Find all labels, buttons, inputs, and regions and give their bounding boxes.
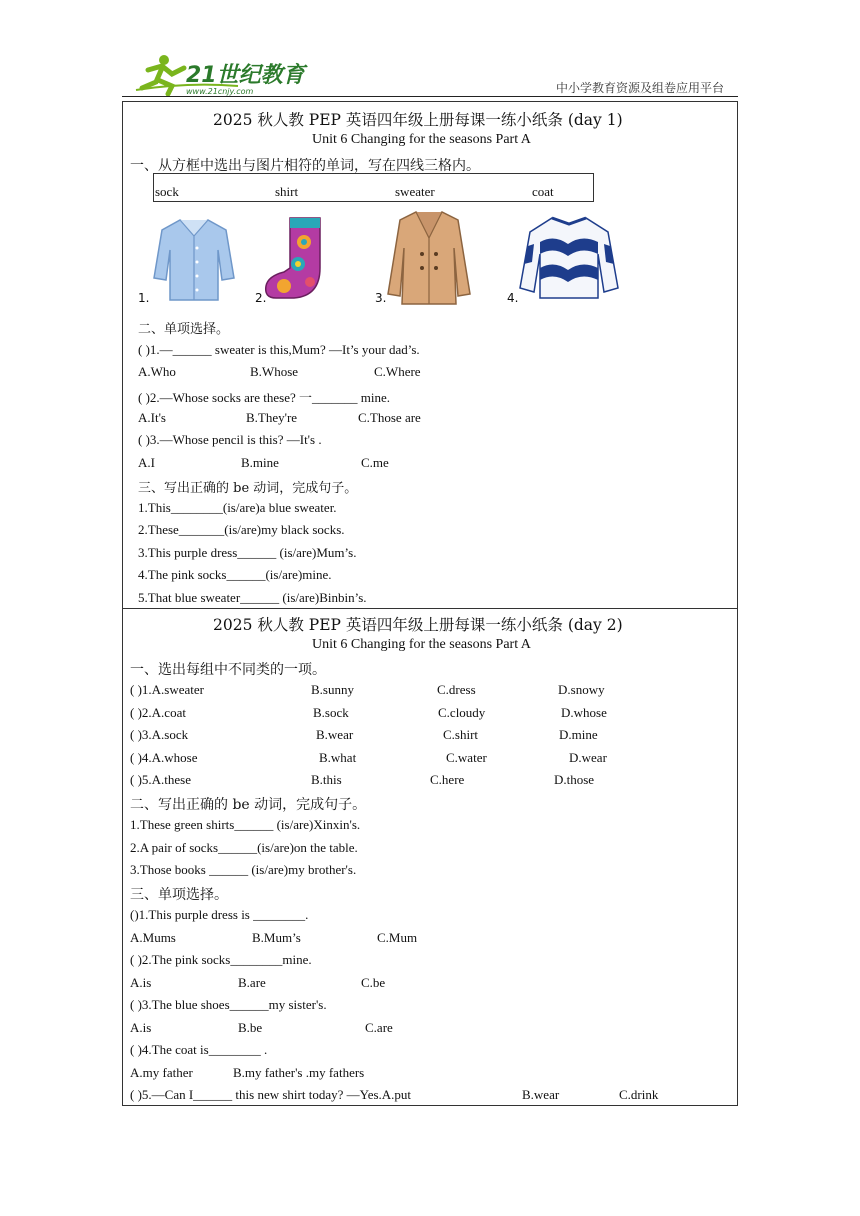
day1-section1-heading: 一、从方框中选出与图片相符的单词，写在四线三格内。 [130,158,480,174]
header-divider [122,96,738,97]
day1-q2-option-c: C.Those are [358,410,421,425]
logo [128,52,308,96]
odd-row-3-d: D.mine [559,727,598,742]
odd-row-1-b: B.sunny [311,682,354,697]
day2-fill-2: 2.A pair of socks______(is/are)on the table. [130,840,358,855]
odd-row-4-d: D.wear [569,750,607,765]
day2-mc4: ( )4.The coat is________ . [130,1042,268,1057]
sock-image [262,214,330,304]
day1-q3-option-c: C.me [361,455,389,470]
day2-mc2-option-a: A.is [130,975,152,990]
odd-row-4-b: B.what [319,750,357,765]
day1-q3: ( )3.—Whose pencil is this? —It's . [138,432,322,447]
day1-q2: ( )2.—Whose socks are these? 一_______ mine. [138,390,390,405]
day2-title: 2025 秋人教 PEP 英语四年级上册每课一练小纸条 (day 2) [213,616,623,634]
day2-mc2: ( )2.The pink socks________mine. [130,952,312,967]
day2-mc5-option-c: C.drink [619,1087,659,1102]
day1-fill-5: 5.That blue sweater______ (is/are)Binbin’s. [138,590,367,605]
day2-fill-3: 3.Those books ______ (is/are)my brother's. [130,862,357,877]
day1-q1-option-b: B.Whose [250,364,299,379]
day2-mc4-option-a: A.my father [130,1065,193,1080]
word-box [153,173,594,202]
word-sock: sock [155,184,179,199]
odd-row-4-c: C.water [446,750,487,765]
odd-row-1-d: D.snowy [558,682,605,697]
day2-mc3: ( )3.The blue shoes______my sister's. [130,997,327,1012]
platform-name: 中小学教育资源及组卷应用平台 [556,81,725,95]
day2-mc3-option-c: C.are [365,1020,393,1035]
picture-label-4: 4. [507,291,519,305]
day1-section2-heading: 二、单项选择。 [138,322,230,337]
day2-section3-heading: 三、单项选择。 [130,887,228,903]
day2-mc1-option-b: B.Mum’s [252,930,301,945]
odd-row-3-c: C.shirt [443,727,479,742]
shirt-image [152,214,236,304]
odd-row-3-b: B.wear [316,727,354,742]
day1-fill-3: 3.This purple dress______ (is/are)Mum’s. [138,545,357,560]
odd-row-5-b: B.this [311,772,342,787]
day1-title: 2025 秋人教 PEP 英语四年级上册每课一练小纸条 (day 1) [213,111,623,129]
day1-q1-option-c: C.Where [374,364,421,379]
day2-mc3-option-a: A.is [130,1020,152,1035]
day1-q2-option-a: A.It's [138,410,166,425]
word-sweater: sweater [395,184,435,199]
day1-fill-2: 2.These_______(is/are)my black socks. [138,522,345,537]
day1-fill-1: 1.This________(is/are)a blue sweater. [138,500,337,515]
day2-mc2-option-b: B.are [238,975,266,990]
day2-card [122,608,738,1106]
day2-section1-heading: 一、选出每组中不同类的一项。 [130,662,326,678]
day1-q1: ( )1.—______ sweater is this,Mum? —It’s your dad’s. [138,342,420,357]
day2-mc3-option-b: B.be [238,1020,263,1035]
odd-row-3-a: ( )3.A.sock [130,727,189,742]
odd-row-1-c: C.dress [437,682,476,697]
day1-q3-option-a: A.I [138,455,155,470]
logo-url: www.21cnjy.com [186,87,254,96]
day1-section3-heading: 三、写出正确的 be 动词，完成句子。 [138,481,358,496]
odd-row-2-b: B.sock [313,705,349,720]
odd-row-5-c: C.here [430,772,465,787]
picture-label-3: 3. [375,291,387,305]
picture-label-2: 2. [255,291,267,305]
day2-fill-1: 1.These green shirts______ (is/are)Xinxin's. [130,817,361,832]
day1-fill-4: 4.The pink socks______(is/are)mine. [138,567,332,582]
day2-mc5: ( )5.—Can I______ this new shirt today? —Yes.A.put [130,1087,412,1102]
day2-mc2-option-c: C.be [361,975,386,990]
odd-row-2-d: D.whose [561,705,607,720]
sweater-image [518,212,620,304]
word-shirt: shirt [275,184,299,199]
day2-mc1: ()1.This purple dress is ________. [130,907,309,922]
day2-mc5-option-b: B.wear [522,1087,560,1102]
logo-text: 21世纪教育 [186,63,305,88]
day2-section2-heading: 二、写出正确的 be 动词，完成句子。 [130,797,367,813]
odd-row-1-a: ( )1.A.sweater [130,682,204,697]
day2-subtitle: Unit 6 Changing for the seasons Part A [312,637,531,652]
day1-q3-option-b: B.mine [241,455,279,470]
day2-mc1-option-a: A.Mums [130,930,176,945]
odd-row-2-c: C.cloudy [438,705,486,720]
odd-row-4-a: ( )4.A.whose [130,750,198,765]
coat-image [386,208,472,306]
odd-row-5-d: D.those [554,772,595,787]
odd-row-5-a: ( )5.A.these [130,772,192,787]
day2-mc4-option-b: B.my father's .my fathers [233,1065,365,1080]
day1-q2-option-b: B.They're [246,410,298,425]
word-coat: coat [532,184,554,199]
day1-subtitle: Unit 6 Changing for the seasons Part A [312,132,531,147]
picture-label-1: 1. [138,291,150,305]
odd-row-2-a: ( )2.A.coat [130,705,186,720]
day1-q1-option-a: A.Who [138,364,176,379]
day2-mc1-option-c: C.Mum [377,930,418,945]
